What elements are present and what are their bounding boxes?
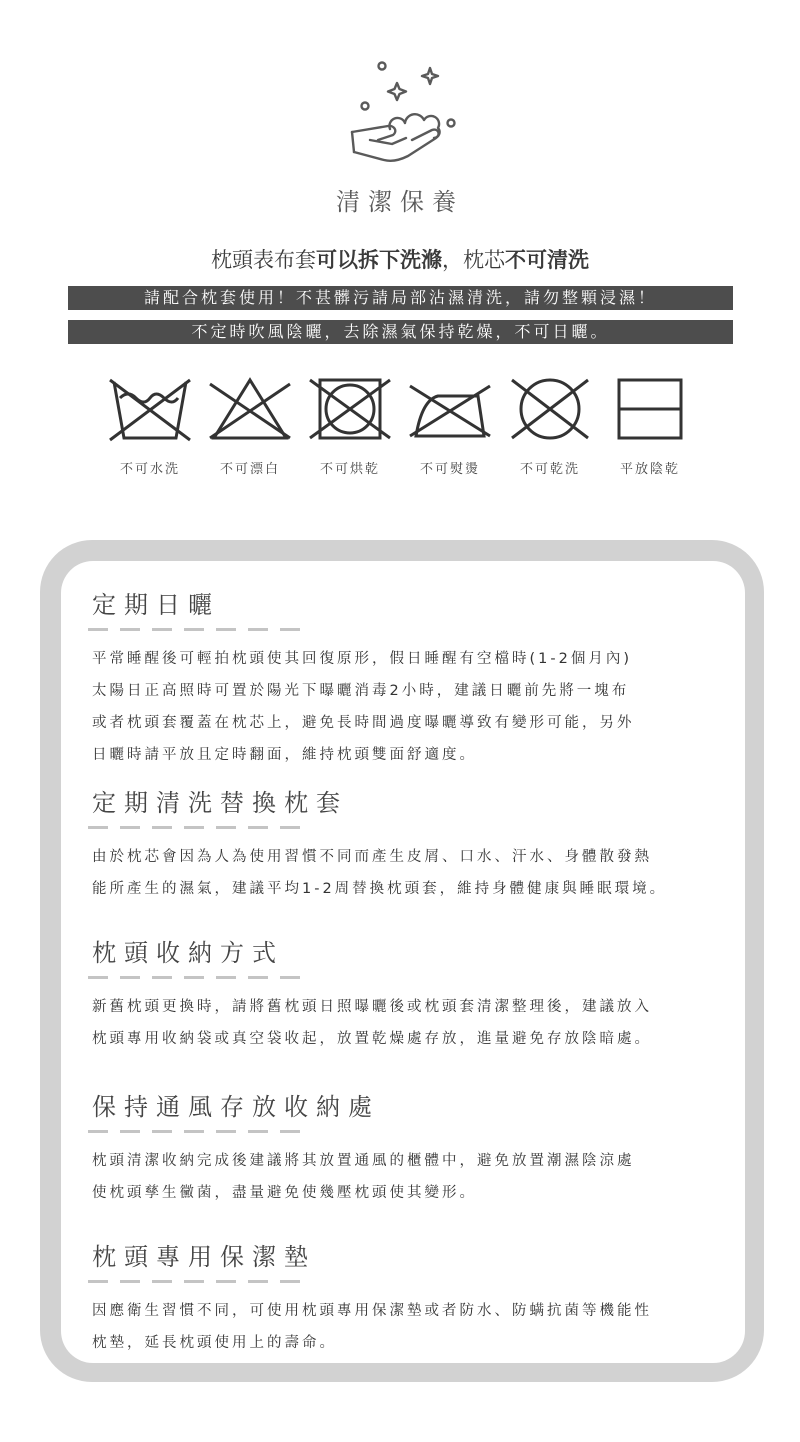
subtitle-part-4: 不可清洗 xyxy=(505,248,589,272)
body-line: 或者枕頭套覆蓋在枕芯上，避免長時間過度曝曬導致有變形可能，另外 xyxy=(92,715,635,731)
section-storage-method xyxy=(92,936,752,1055)
section-title: 保持通風存放收納處 xyxy=(92,1093,380,1121)
title-dash-underline xyxy=(88,1280,752,1283)
care-label: 不可水洗 xyxy=(119,462,180,477)
title-dash-underline xyxy=(88,826,752,829)
care-symbols xyxy=(100,376,700,486)
care-item-no-bleach xyxy=(200,376,300,477)
no-dry-clean-icon xyxy=(508,376,592,442)
subtitle-part-3: ，枕芯 xyxy=(442,248,505,272)
care-item-dry-flat-shade xyxy=(600,376,700,477)
no-iron-icon xyxy=(408,376,492,442)
page-title: 清潔保養 xyxy=(336,188,464,216)
care-label: 不可漂白 xyxy=(219,462,280,477)
section-body xyxy=(92,841,752,905)
care-label: 平放陰乾 xyxy=(619,462,680,477)
section-pillow-protector xyxy=(92,1240,752,1359)
body-line: 因應衛生習慣不同，可使用枕頭專用保潔墊或者防水、防螨抗菌等機能性 xyxy=(92,1303,652,1319)
body-line: 能所產生的濕氣，建議平均1-2周替換枕頭套，維持身體健康與睡眠環境。 xyxy=(92,881,668,897)
body-line: 枕頭清潔收納完成後建議將其放置通風的櫃體中，避免放置潮濕陰涼處 xyxy=(92,1153,635,1169)
title-dash-underline xyxy=(88,1130,752,1133)
no-bleach-icon xyxy=(208,376,292,442)
care-label: 不可烘乾 xyxy=(319,462,380,477)
section-body xyxy=(92,643,752,771)
section-title: 枕頭收納方式 xyxy=(92,939,284,967)
body-line: 新舊枕頭更換時，請將舊枕頭日照曝曬後或枕頭套清潔整理後，建議放入 xyxy=(92,999,652,1015)
section-title: 枕頭專用保潔墊 xyxy=(92,1243,316,1271)
section-ventilated-storage xyxy=(92,1090,752,1209)
title-dash-underline xyxy=(88,628,752,631)
care-item-no-dry-clean xyxy=(500,376,600,477)
care-label: 不可熨燙 xyxy=(419,462,480,477)
subtitle-part-1: 枕頭表布套 xyxy=(211,248,316,272)
section-body xyxy=(92,1295,752,1359)
care-item-no-tumble-dry xyxy=(300,376,400,477)
section-body xyxy=(92,991,752,1055)
section-sun-drying xyxy=(92,588,752,771)
dry-flat-shade-icon xyxy=(608,376,692,442)
section-replace-pillowcase xyxy=(92,786,752,905)
body-line: 日曬時請平放且定時翻面，維持枕頭雙面舒適度。 xyxy=(92,747,477,763)
body-line: 由於枕芯會因為人為使用習慣不同而產生皮屑、口水、汗水、身體散發熱 xyxy=(92,849,652,865)
section-title: 定期日曬 xyxy=(92,591,220,619)
warning-banner-1: 請配合枕套使用！不甚髒污請局部沾濕清洗，請勿整顆浸濕！ xyxy=(68,286,733,310)
subtitle-part-2: 可以拆下洗滌 xyxy=(316,248,442,272)
section-title: 定期清洗替換枕套 xyxy=(92,789,348,817)
care-item-no-iron xyxy=(400,376,500,477)
hand-washing-bubbles-icon xyxy=(340,52,460,177)
no-tumble-dry-icon xyxy=(308,376,392,442)
title-dash-underline xyxy=(88,976,752,979)
body-line: 枕頭專用收納袋或真空袋收起，放置乾燥處存放，進量避免存放陰暗處。 xyxy=(92,1031,652,1047)
no-washing-icon xyxy=(108,376,192,442)
care-item-no-washing xyxy=(100,376,200,477)
warning-banner-2: 不定時吹風陰曬，去除濕氣保持乾燥，不可日曬。 xyxy=(68,320,733,344)
subtitle xyxy=(0,244,800,274)
care-label: 不可乾洗 xyxy=(519,462,580,477)
body-line: 平常睡醒後可輕拍枕頭使其回復原形，假日睡醒有空檔時(1-2個月內) xyxy=(92,651,632,667)
body-line: 枕墊，延長枕頭使用上的壽命。 xyxy=(92,1335,337,1351)
body-line: 使枕頭孳生黴菌，盡量避免使幾壓枕頭使其變形。 xyxy=(92,1185,477,1201)
body-line: 太陽日正高照時可置於陽光下曝曬消毒2小時，建議日曬前先將一塊布 xyxy=(92,683,630,699)
section-body xyxy=(92,1145,752,1209)
